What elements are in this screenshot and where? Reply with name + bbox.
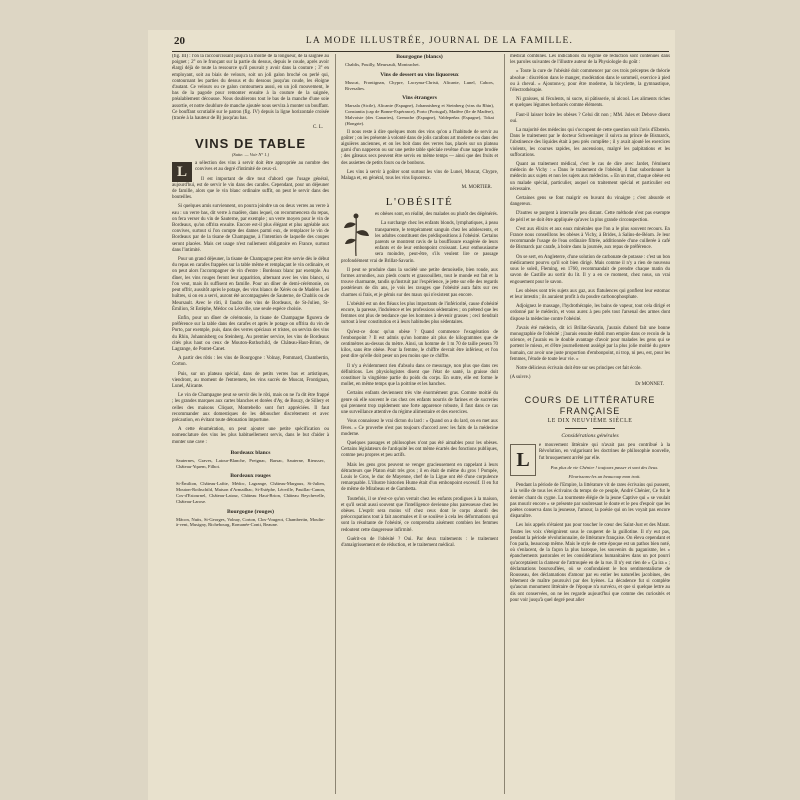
- column-3: [510, 54, 670, 794]
- obesite-paragraph: Il n'y a évidemment rien d'absolu dans ce mesurage, non plus que dans ces définitions. Les physiologistes disent que l'état de santé, la graisse doit constituer la vingtième partie du poids du corps. En outre, elle est forme le mollet, en même temps que la poitrine et les hanches.: [341, 363, 498, 388]
- vins-paragraph: A partir des rôtis : les vins de Bourgogne : Volnay, Pommard, Chambertin, Corton.: [172, 356, 329, 368]
- obesite-title: L'OBÉSITÉ: [385, 196, 454, 209]
- obesite-paragraph: Il peut se produire dans la société une petite demoiselle, bien ronde, aux formes arrondies, aux pieds courts et grassouillets, tout le monde est fait et la trouve charmante, tandis qu'instruit par l'expérience, je jette sur elle des regards postérieurs de dix ans, je vois les ravages que l'obésité aura faits sur ces charmes si frais, et je gémis sur des maux qui n'existent pas encore.: [341, 267, 498, 298]
- dropcap-letter: L: [172, 162, 192, 182]
- obesite-paragraph: On se sert, en Angleterre, d'une solution de carbonate de potasse : c'est un bon médicament pourvu qu'il soit bien dirigé. Mais comme il n'y a rien de nouveau sous le soleil, Fleming, en 1760, recommandait de prendre chaque matin du savon de Castille au sortir du lit. Il y a en ce moment, chez nous, un vrai engouement pour le savon.: [510, 254, 670, 285]
- cours-quote: Fleurissons-les un beaucoup mon trait.: [568, 473, 641, 479]
- vins-paragraph: Enfin, pour un dîner de cérémonie, la tisane de Champagne figurera de préférence sur la table dans des carafes et après le potage on offrira du vin de Porto, par exemple, puis, dans des verres spéciaux et tristes, on servira des vins du Rhin, Johannisberg ou Steinberg. Au premier service, les vins de Bordeaux cités plus haut ou ceux de Mouton-Rothschild, de Château-Haut-Brion, de Lagrange, de Pontet-Canet.: [172, 315, 329, 352]
- continuation-note: (A suivre.): [510, 375, 531, 381]
- obesite-paragraph: Certaines gens se font maigrir en buvant du vinaigre ; c'est absurde et dangereux.: [510, 196, 670, 208]
- vins-paragraph: Le vin de Champagne peut se servir dès le rôti, mais on ne l'a dit être frappé ; les grandes marques aux cartes blanches et dorées d'Ay, de Bouzy, de Sillery et celles des maisons Cliquot, Montebello sont fort appréciées. Il faut recommander aux domestiques de les déboucher discrètement et avec précaution, en évitant toute détonation importune.: [172, 393, 329, 423]
- obesite-paragraph: Quelques passages et philosophes n'ont pas été aimables pour les obèses. Certains législateurs de l'antiquité les ont même écartés des fonctions publiques, comme peu propres et peu actifs.: [341, 440, 498, 459]
- vins-de-table-title: VINS DE TABLE: [195, 136, 306, 152]
- journal-title: LA MODE ILLUSTRÉE, JOURNAL DE LA FAMILLE.: [305, 36, 574, 46]
- ornament-divider: [510, 425, 670, 429]
- cours-subtitle: LE DIX NEUVIÈME SIÈCLE: [547, 418, 633, 425]
- obesite-paragraph: La surcharge chez les enfants blonds, lymphatiques, à peau transparente, le tempérament sanguin chez les adolescents, et les adultes constituent des prédispositions à l'obésité. Certains parents se montrent ravis de la bouffissure exagérée de leurs enfants et de leur embonpoint croissant. Leur enthousiasme sera moindre, peut-être, s'ils veulent lire ce passage profondément vrai de Brillat-Savarin.: [341, 221, 498, 264]
- obesite-paragraph: Qu'est-ce donc qu'un obèse ? Quand commence l'exagération de l'embonpoint ? Il est admis qu'on homme ait plus de kilogrammes que de centimètres au-dessus du mètre. Ainsi, un homme de 1 m 70 de taille pesera 70 kilos, sans être obèse. Pour la femme, le chiffre devrait être inférieur, et l'on peut dire qu'elle doit peser un peu moins que ce chiffre.: [341, 329, 498, 360]
- obesite-paragraph: es obèses sont, en réalité, des malades ou plutôt des dégénérés.: [375, 212, 498, 218]
- vins-paragraph: Si quelques amis surviennent, on pourra joindre un ou deux verres au verre à eau : un verre bas, dit verre à madère, dans lequel, on recommencera du repas, on fera verser du vin de Sauterne, par exemple ; un verre moyen pour le vin de Bordeaux, qu'on offrira ensuite. Encore est-il plus élégant et plus agréable aux convives, surtout si l'on compte des dames parmi eux, de remplacer le vin de Bordeaux par de la tisane de Champagne, à l'intention de laquelle des coupes seront placées. Mais cet usage n'est nullement obligatoire en France, surtout dans l'intimité.: [172, 204, 329, 253]
- obesite-paragraph: Vous connaissez le vrai dicton du lard : « Quand on a du lard, on en met aux fêves. » Ce proverbe n'est pas toujours d'accord avec les faits de la médecine moderne.: [341, 419, 498, 437]
- wine-list-heading: Bordeaux blancs: [230, 449, 271, 456]
- obesite-paragraph: L'obésité est un des fléaux les plus importants de l'infériorité, cause d'obésité encore, la paresse, l'indolence et les professions sédentaires ; on prétend que les femmes ont plus de tendance que les hommes à devenir grasses ; ceci tiendrait surtout à leur constitution et à leurs habitudes plus sédentaires.: [341, 301, 498, 326]
- obesite-paragraph: D'autres se purgent à intervalle peu distant. Cette méthode n'est pas exempte de péril et ne doit être appliquée qu'avec la plus grande circonspection.: [510, 211, 670, 223]
- obesite-paragraph: Toutefois, il se n'est-ce qu'on verrait chez les enfants prodigues à la maison, et qu'il serait aussi souvent que l'intelligence devienne plus paresseuse chez les obèses. L'esprit sera moins vif chez ceux dont le corps alourdi des préoccupations tout à fait anormales et il se soulève à cela les déformations qui sont la résultante de l'obésité, ce comprendra aisément combien les femmes redoutent cette dangereuse infirmité.: [341, 496, 498, 533]
- obesite-paragraph: « Toute la cure de l'obésité doit commencer par ces trois préceptes de théorie absolue : discrétion dans le manger, modération dans le sommeil, exercice à pied ou à cheval. » Ajoutons-y, pour être moderne, la bicyclette, la gymnastique, l'électrothérapie.: [510, 69, 670, 94]
- cours-paragraph: e mouvement littéraire qui n'avait pas peu contribué à la Révolution, en vulgarisant les doctrines de philosophie nouvelle, fut brusquement arrêté par elle.: [539, 443, 670, 461]
- page-header: [148, 32, 675, 50]
- wine-list-items: St-Émilion, Château-Lafite, Médoc, Lagrange, Château-Margaux, St-Julien, Mouton-Rothschild, Maison d'Armailhac, St-Estèphe, Léoville, Pauillac-Canon, Cos-d'Estournel, Château-Latour, Château Haut-Brion, Château Beychevelle, Château-Larose.: [176, 481, 325, 504]
- wine-list-heading: Vins de dessert ou vins liquoreux: [380, 71, 459, 78]
- vins-paragraph: A cette énumération, on peut ajouter une petite spécification ou nomenclature des vins les plus habituellement servis, dans le but d'aider à monter une cave :: [172, 427, 329, 445]
- obesite-paragraph: Ni graisses, ni féculents, ni sucre, ni pâtisserie, ni alcool. Les aliments riches et quelques légumes herbacés comme éléments.: [510, 97, 670, 109]
- dropcap-letter: L: [510, 444, 536, 476]
- obesite-paragraph: Mais les gens gros peuvent se venger gracieusement en rappelant à leurs détracteurs que Platon était très gros ; il en était de même du gros ! Pompée, Louis le Gros, le duc de Mayenne, chef de la Ligue ont été d'une corpulence remarquable. L'illustre historien Hume était d'un embonpoint excessif. Il en fut de même de Mirabeau et de Gambetta.: [341, 462, 498, 493]
- obesite-paragraph: Quant au traitement médical, c'est le cas de dire avec Jardet, l'éminent médecin de Vichy : « Dans le traitement de l'obésité, il faut subordonner la médecin aux sujets et non les sujets aux médecins. » En un mot, chaque obèse est un malade spécial, particulier, auquel on traitement spécial et particulier est nécessaire.: [510, 162, 670, 192]
- wine-list-heading: Vins étrangers: [402, 95, 437, 102]
- obesite-paragraph: médical combinés. Les indications du régime de réduction sont contenues dans les paroles suivantes de l'illustre auteur de la Physiologie du goût :: [510, 54, 670, 66]
- obesite-paragraph: La majorité des médecins qui s'occupent de cette question suit l'avis d'Ebstein. Dans le traitement par le docteur Schweninger il suivra au prince de Bismarck, l'abstinence des liquides était à peu près complète ; il y avait ajouté les exercices violents, les courses rapides, les ascensions, malgré les palpitations et les suffocations.: [510, 128, 670, 158]
- vins-paragraph: a sélection des vins à servir doit être appropriée au nombre des convives et au degré d'intimité de ceux-ci.: [195, 161, 329, 173]
- column-1: [172, 54, 329, 794]
- wine-list-items: Sauternes, Graves, Latour-Blanche, Preignac, Barsac, Sauterne, Rieussec, Château-Yquem, Filhot.: [176, 457, 325, 469]
- wine-list-items: Marsala (Sicile), Alicante (Espagne), Johannisberg et Steinberg (vins du Rhin), Constantia (cap de Bonne-Espérance), Porto (Portugal), Madère (île de Madère), Malvoisie (des Canaries), Grenache (Espagne), Valdepeñas (Espagne), Tokai (Hongrie).: [345, 103, 494, 126]
- header-rule: [172, 51, 669, 52]
- intro-paragraph: (fig. III) : l'on la raccourcissant jusqu'à la moitié de la longueur, de la saignée au poignet ; 2° on le fronçant sur la partie du dessus, depuis le coude, après avoir élargi déjà de toute la ressource qu'il pouvait y avoir dans la couture ; 3° en employant, soit au biais de velours, soit un joli galon broché ou perlé qui, contournant les parties du dessus et du dessous jusqu'au coude, les éloigne d'autant. Ce velours ou ce galon contournera aussi, en un joli mouvement, le bas de la pagode pour remonter ensuite à la couture de la saignée, préalablement décousue. Nous doublerons tout le bas de la manche d'une soie assortie, et notre doublure de manche ajoutée nous servira à monter un bouffant. Ce bouffant scrutiallé sur le patron (fig. IV) depuis la ligne horizontale croisée (tracée à la hauteur de B) jusqu'au bas.: [172, 54, 329, 122]
- obesite-paragraph: Guérit-on de l'obésité ? Oui. Par deux traitements : le traitement d'amaigrissement et de réduction, et le traitement médical.: [341, 536, 498, 548]
- newspaper-page: [148, 30, 675, 800]
- intro-signature: C. L.: [312, 125, 323, 131]
- cours-litterature-title: COURS DE LITTÉRATURE FRANÇAISE: [524, 395, 656, 417]
- obesite-paragraph: Les obèses sont très sujets aux gaz, aux flatulences qui gonflent leur estomac et leur intestin ; ils auraient profit à du poudre carbonophosphate.: [510, 288, 670, 300]
- obesite-paragraph: C'est aux élixirs et aux eaux minérales que l'on a le plus souvent recours. En France nous conseillons les obèses à Vichy, à Brides, à Salins-de-Béarn. Je leur recommande l'usage de l'eau ordinaire filtrée, additionnée d'une cuillerée à café de Bismarck par carafe, à boire dans la journée, aux repas de préférence.: [510, 226, 670, 251]
- vins-paragraph: Il est important de dire tout d'abord que l'usage général, aujourd'hui, est de servir le vin dans des carafes. Cependant, pour un déjeuner de famille, alors que le vin blanc ordinaire suffit, on peut le servir dans des bouteilles.: [172, 176, 329, 201]
- obesity-signature: Dr MONNET.: [635, 382, 664, 388]
- vins-paragraph: Puis, sur un plateau spécial, dans de petits verres bas et artistiques, viendront, au moment de l'entremets, les vins sucrés de Muscat, Frontignan, Lunel, Alicante.: [172, 371, 329, 389]
- column-2: [341, 54, 498, 794]
- obesite-paragraph: Faut-il laisser boire les obèses ? Celui dit non ; MM. Jules et Debove disent oui.: [510, 112, 670, 124]
- column-divider-1: [335, 54, 336, 794]
- vins-paragraph: Les vins à servir à goûter sont surtout les vins de Lunel, Muscat, Chypre, Malaga et, en général, tous les vins liquoreux.: [341, 169, 498, 181]
- wine-list-heading: Bourgogne (blancs): [396, 54, 443, 60]
- vins-paragraph: Il nous reste à dire quelques mots des vins qu'on a l'habitude de servir au goûter ; on les présente à volonté dans de jolis carafons art moderne ou dans des aiguières anciennes, et on les boit dans des verres bas, placés sur un plateau garni d'un napperon ou sur une petite table spéciale revêtue d'une nappe brodée ; des gâteaux secs peuvent être servis en même temps — ainsi que des fruits et des assiettes de petits fours ou de bonbons.: [341, 129, 498, 166]
- vins-de-table-subtitle: (Suite. — Voir N° 1.): [231, 152, 270, 158]
- obesite-paragraph: Adjoignez le massage, l'hydrothérapie, les bains de vapeur, tout cela dirigé et ordonné par le médecin, et vous aurez à peu près tout l'arsenal des armes dont dispose la médecine contre l'obésité.: [510, 304, 670, 322]
- page-number: 20: [174, 35, 185, 47]
- botanical-illustration-icon: [341, 212, 371, 256]
- wine-signature: M. MORTIER.: [461, 185, 492, 191]
- wine-list-items: Muscat, Frontignan, Chypre, Lacryma-Christi, Alicante, Lunel, Cahors, Rivesaltes.: [345, 79, 494, 91]
- obesite-paragraph: J'avais été médecin, dit ici Brillat-Savarin, j'aurais d'abord fait une bonne monographie de l'obésité ; j'aurais ensuite établi mon empire dans ce recoin de la science, et j'aurais eu le double avantage d'avoir pour malades les gens qui se portent le mieux, et d'être journellement assiégé par la plus jolie moitié du genre humain, car avoir une juste proportion d'embonpoint, ni trop, ni peu, est, pour les femmes, l'étude de toute leur vie. »: [510, 325, 670, 362]
- cours-quote: Pas plus de vie Chénier ! toujours passer et sont des lieux.: [550, 464, 659, 470]
- cours-paragraph: Les lois appels n'étaient pas pour toucher le cœur des Saint-Just et des Marat. Toutes les voix s'éteignirent sous le couperet de la guillotine. Il n'y eut pas, pendant la période révolutionnaire, de littérature française. On éleva cependant et l'on parla, beaucoup même. Mais le style de cette époque est un pathos bien noté, où s'enlacent, de la façon la plus baroque, les souvenirs du paganisme, les « épanchements pastorales et les considérations humanitaires dans un pot pourri qu'acceptaient la clameur de l'attroupée en de la rue. Il n'y eut rien de « Ça ira » ; déclamations boursouflées, où se confondaient le bon sentimentalisme de Rousseau, des déclamations d'amour par eu entier les naturelles jacobines, des bêtement de maître poursuivi par des hyènes. La décadence fut si complète qu'aucun monument littéraire de l'époque n'a survécu, et que si quelque lettre au dis ont conservées, on ne les regarde aujourd'hui que comme des curiosités et pour voir jusqu'à quel degré peut aller: [510, 523, 670, 603]
- wine-list-heading: Bordeaux rouges: [230, 473, 271, 480]
- cours-subtitle-2: Considérations générales: [561, 433, 619, 440]
- vins-paragraph: Pour un grand déjeuner, la tisane de Champagne peut être servie dès le début du repas en carafes frappées sur la table même et remplaçant le vin ordinaire, et on peut alors l'accompagner de vin d'entre : Bordeaux blanc par exemple. Au dîner, les vins rouges feront leur apparition, alternant avec les vins blancs, si l'on veut, mais ils suffisent en famille. Pour un dîner de demi-cérémonie, on peut offrir, aussitôt après le potage, des vins blancs de Xérès ou de Madère. Les huîtres, si on en a servi, auront été accompagnées de Sauterne, de Chablis ou de Meursault. Avec le rôti, il faudra des vins de Bordeaux, de St-Julien, St-Émilion, St Estèphe, Médoc ou Léoville, une seule espèce choisie.: [172, 257, 329, 312]
- obesite-paragraph: Certains enfants deviennent très vite énormément gras. Comme moitié du genre où elle souvent le cas chez ces enfants nourris de farines et de sucreries qui prennent trop rapidement une forte apparence robuste, il faut dans ce cas une surveillance attentive du régime alimentaire et des exercices.: [341, 391, 498, 416]
- wine-list-heading: Bourgogne (rouges): [227, 508, 274, 515]
- wine-list-items: Mâcon, Nuits, St-Georges, Volnay, Corton, Clos-Vougeot, Chambertin, Moulin-à-vent, Musigny, Richebourg, Romanée-Conti, Beaune.: [176, 516, 325, 528]
- column-divider-2: [504, 54, 505, 794]
- obesite-paragraph: Notre délicieux écrivain doit être sur ses principes cet fait école.: [516, 365, 642, 371]
- wine-list-items: Chablis, Pouilly, Meursault, Montrachet.: [345, 62, 420, 67]
- cours-paragraph: Pendant la période de l'Empire, la littérature vit de rares écrivains qui pussent, à la veille de tous les écrivains du temps de ce peuple, André Chénier, Ce fut le dernier chant du cygne. La tourmente élégie de la jeune Captive qui « se voulait pas mourir encore » se présente par soubresaut le doute et le peu d'espoir que les poètes conserva dans la jeunesse, l'amour, la poésie qui on les voyait pas encore disparaître.: [510, 483, 670, 520]
